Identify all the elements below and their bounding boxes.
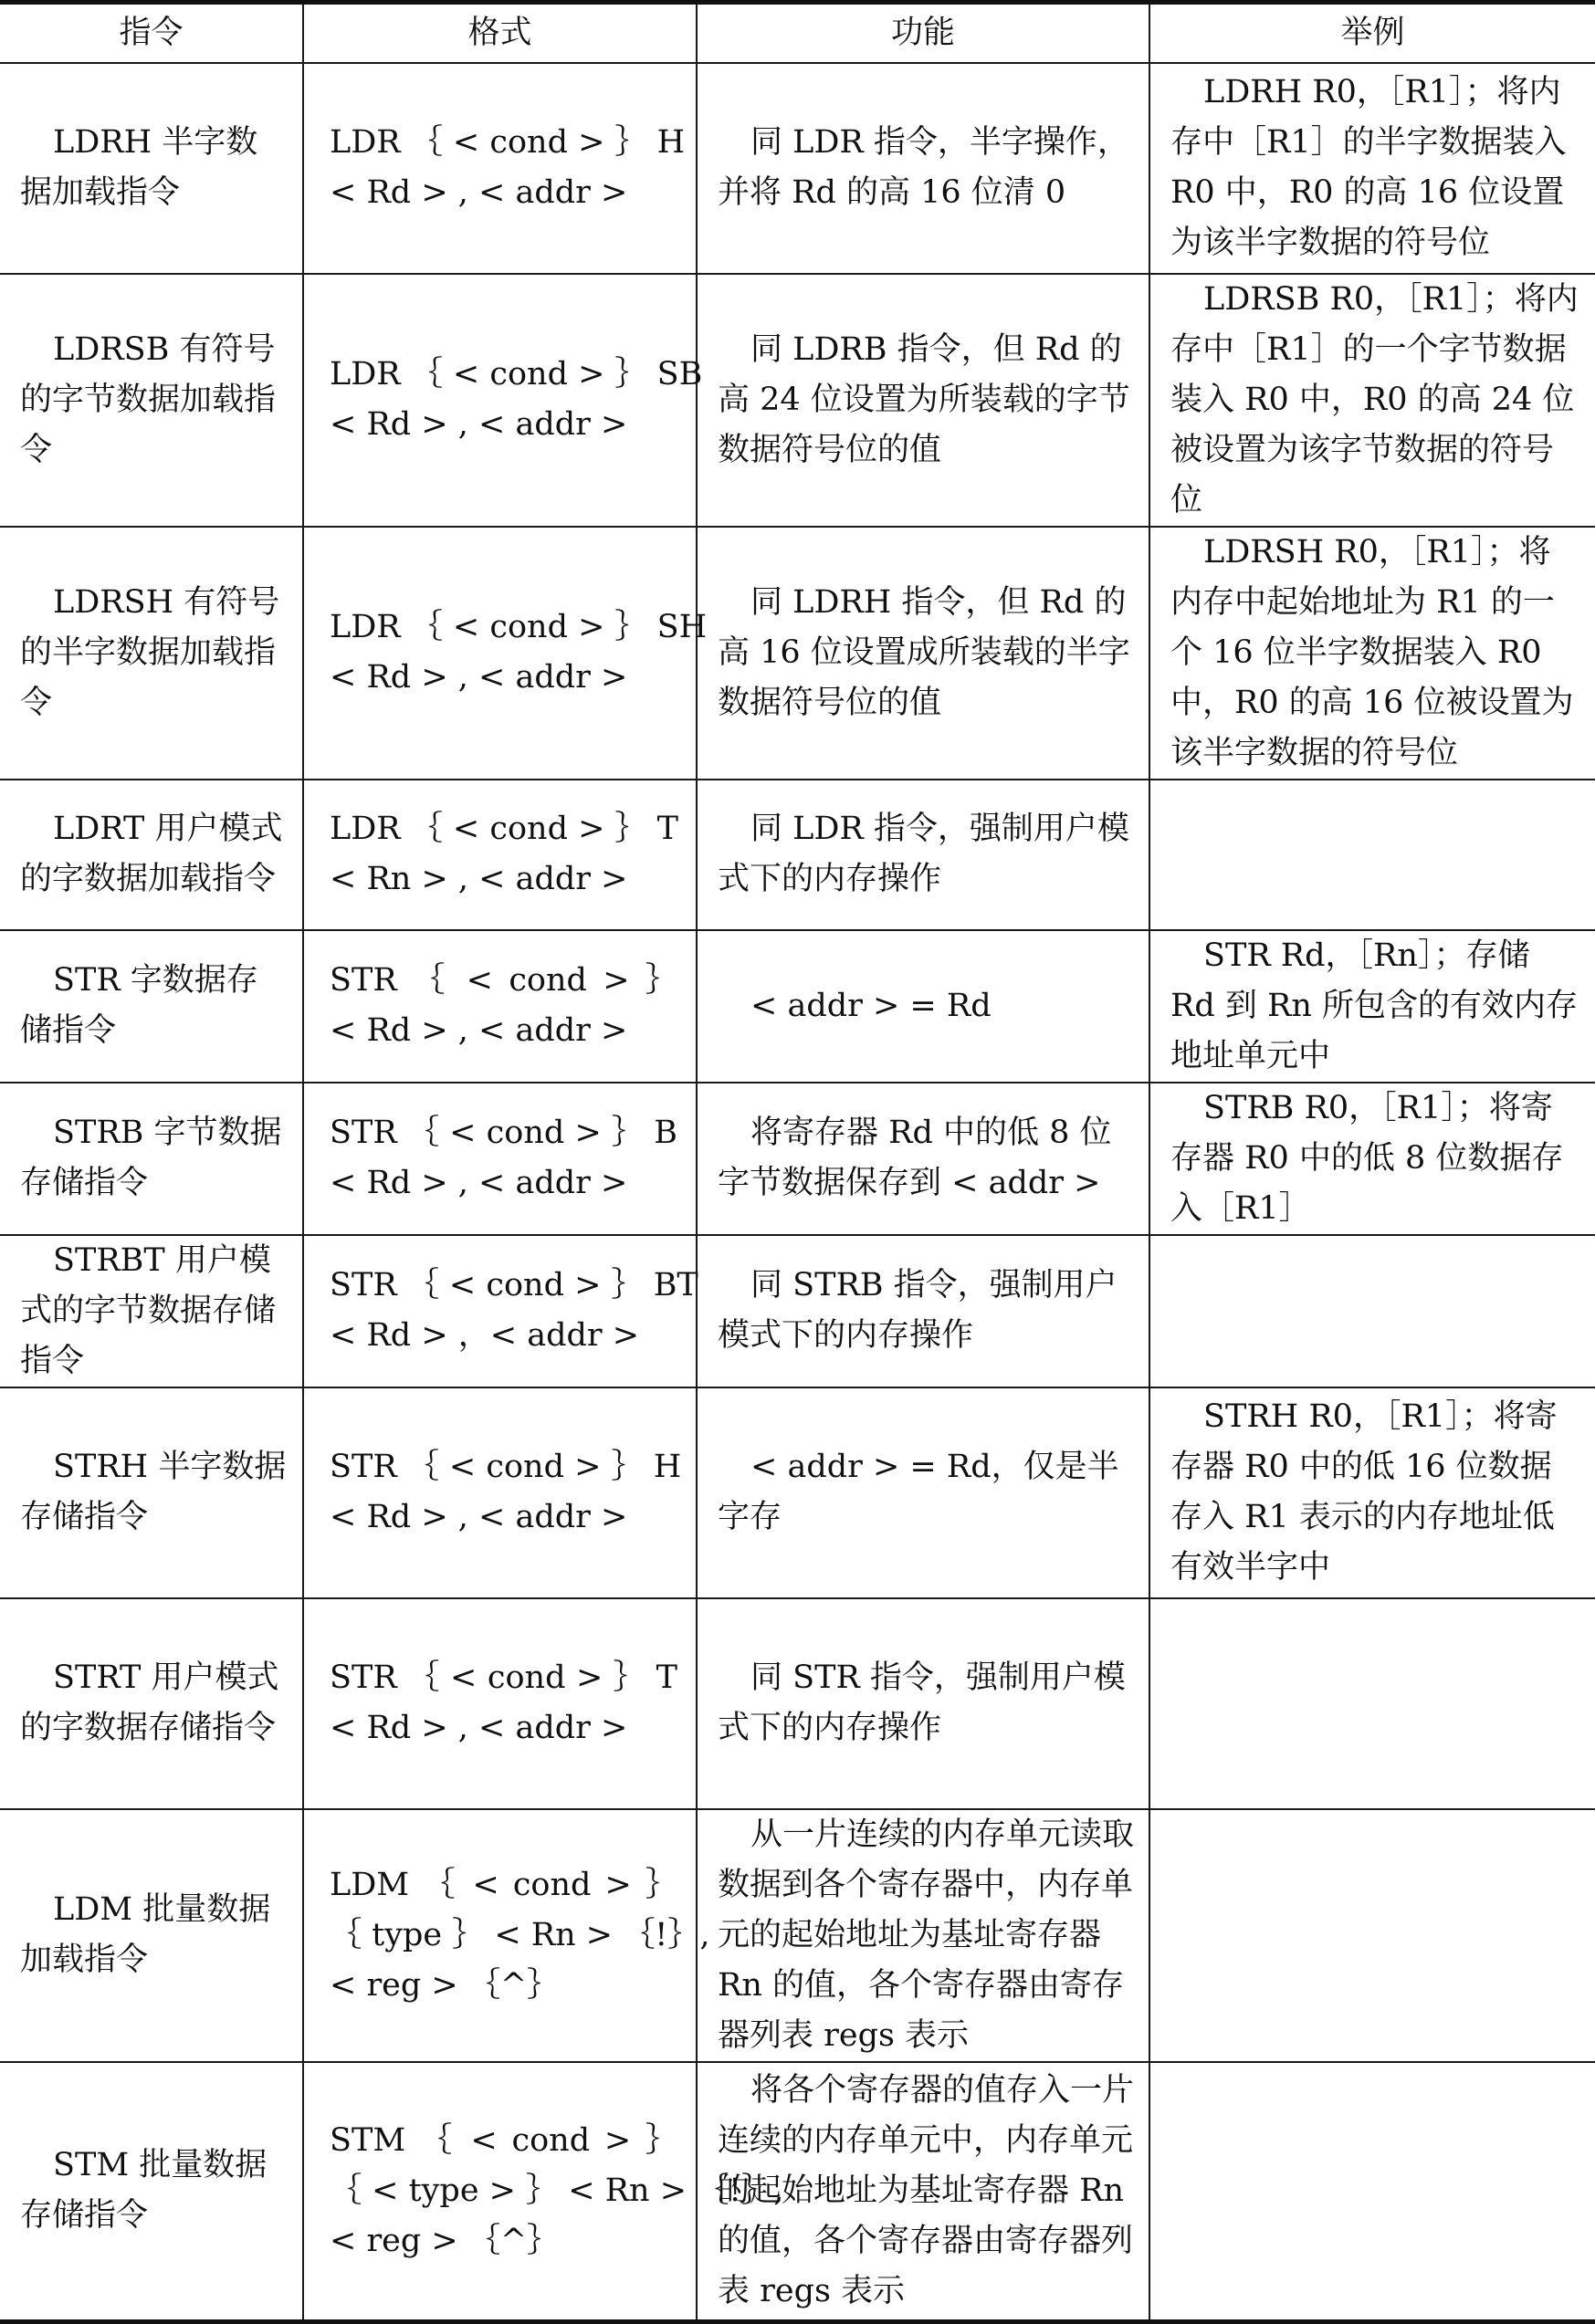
format-line: STM ｛ < cond > ｝ (330, 2121, 677, 2159)
format-line: STR ｛ < cond > ｝ BT (330, 1267, 698, 1303)
example-cell (1149, 930, 1595, 1083)
table-row (0, 1387, 1595, 1598)
instruction-name: LDRH 半字数据加载指令 (20, 124, 258, 211)
instruction-name: STR 字数据存储指令 (20, 962, 258, 1049)
instruction-name-cell (0, 1387, 303, 1598)
function-cell (697, 930, 1149, 1083)
format-line: < Rn > , < addr > (330, 861, 628, 897)
table-row (0, 780, 1595, 930)
header-function: 功能 (697, 3, 1149, 63)
function-cell (697, 2062, 1149, 2322)
instruction-name-cell (0, 1598, 303, 1809)
function-cell (697, 1387, 1149, 1598)
format-line: < Rd > ，< addr > (330, 1317, 640, 1354)
function-cell (697, 1809, 1149, 2062)
instruction-name-cell (0, 1235, 303, 1387)
instruction-name: LDM 批量数据加载指令 (20, 1891, 271, 1978)
example-text: STRB R0，［R1］；将寄存器 R0 中的低 8 位数据存入［R1］ (1170, 1089, 1564, 1227)
function-cell (697, 63, 1149, 274)
instruction-name: LDRT 用户模式的字数据加载指令 (20, 811, 283, 897)
format-cell (303, 780, 697, 930)
format-line: ｛ < type > ｝ < Rn > ｛!｝, (330, 2172, 784, 2209)
function-text: 同 LDRH 指令，但 Rd 的高 16 位设置成所装载的半字数据符号位的值 (718, 583, 1130, 721)
function-text: 同 STR 指令，强制用户模式下的内存操作 (718, 1659, 1126, 1746)
example-cell (1149, 1598, 1595, 1809)
format-line: LDM ｛ < cond > ｝ (330, 1866, 677, 1903)
format-line: < Rd > , < addr > (330, 659, 628, 696)
example-cell (1149, 63, 1595, 274)
function-text: 将寄存器 Rd 中的低 8 位字节数据保存到 < addr > (718, 1115, 1112, 1201)
format-line: LDR ｛ < cond > ｝ H (330, 124, 686, 161)
instruction-name: STRB 字节数据存储指令 (20, 1115, 282, 1201)
format-line: STR ｛ < cond > ｝ T (330, 1659, 677, 1696)
format-cell (303, 930, 697, 1083)
example-cell (1149, 1235, 1595, 1387)
function-text: 从一片连续的内存单元读取数据到各个寄存器中，内存单元的起始地址为基址寄存器 Rn 的值，各个寄存器由寄存器列表 regs 表示 (718, 1816, 1135, 2054)
format-line: LDR ｛ < cond > ｝ SH (330, 609, 708, 645)
table-row (0, 930, 1595, 1083)
example-text: STR Rd，［Rn］；存储 Rd 到 Rn 所包含的有效内存地址单元中 (1170, 937, 1579, 1074)
instruction-name-cell (0, 527, 303, 780)
format-cell (303, 1809, 710, 2062)
example-cell (1149, 274, 1595, 527)
table-row (0, 527, 1595, 780)
format-line: LDR ｛ < cond > ｝ SB (330, 356, 703, 393)
table-row (0, 1809, 1595, 2062)
format-line: < Rd > , < addr > (330, 174, 628, 211)
format-line: < Rd > , < addr > (330, 1012, 628, 1049)
function-cell (697, 780, 1149, 930)
instruction-name-cell (0, 274, 303, 527)
header-format: 格式 (303, 3, 697, 63)
function-text: < addr > = Rd (750, 987, 992, 1024)
function-cell (697, 1598, 1149, 1809)
instruction-name-cell (0, 63, 303, 274)
instruction-name-cell (0, 1809, 303, 2062)
format-line: < Rd > , < addr > (330, 1499, 628, 1535)
example-cell (1149, 527, 1595, 780)
example-cell (1149, 1809, 1595, 2062)
format-cell (303, 2062, 784, 2322)
function-cell (697, 1083, 1149, 1235)
format-line: < Rd > , < addr > (330, 1710, 628, 1746)
format-line: < Rd > , < addr > (330, 406, 628, 443)
function-text: 同 STRB 指令，强制用户模式下的内存操作 (718, 1267, 1118, 1354)
function-cell (697, 527, 1149, 780)
table-row (0, 1235, 1595, 1387)
instruction-name-cell (0, 1083, 303, 1235)
format-cell (303, 1598, 697, 1809)
header-example: 举例 (1149, 3, 1595, 63)
example-cell (1149, 780, 1595, 930)
example-cell (1149, 2062, 1595, 2322)
format-line: < Rd > , < addr > (330, 1165, 628, 1201)
format-cell (303, 527, 708, 780)
table-row (0, 274, 1595, 527)
function-cell (697, 274, 1149, 527)
format-cell (303, 1387, 697, 1598)
format-cell (303, 1083, 697, 1235)
function-text: 同 LDRB 指令，但 Rd 的高 24 位设置为所装载的字节数据符号位的值 (718, 330, 1130, 468)
format-line: STR ｛ < cond > ｝ H (330, 1449, 682, 1485)
format-line: ｛ type ｝ < Rn > ｛!｝, (330, 1916, 710, 1953)
example-cell (1149, 1083, 1595, 1235)
instruction-name: LDRSB 有符号的字节数据加载指令 (20, 330, 277, 468)
example-text: LDRSB R0，［R1］；将内存中［R1］的一个字节数据装入 R0 中，R0 的高 24 位被设置为该字节数据的符号位 (1170, 280, 1579, 518)
example-text: LDRH R0，［R1］；将内存中［R1］的半字数据装入 R0 中，R0 的高 16 位设置为该半字数据的符号位 (1170, 74, 1567, 261)
table-row (0, 1083, 1595, 1235)
instruction-name: STRBT 用户模式的字节数据存储指令 (20, 1241, 277, 1379)
instruction-name: STRH 半字数据存储指令 (20, 1449, 287, 1535)
format-cell (303, 1235, 697, 1387)
function-text: 同 LDR 指令，半字操作，并将 Rd 的高 16 位清 0 (718, 124, 1129, 211)
function-text: < addr > = Rd，仅是半字存 (718, 1449, 1119, 1535)
format-line: STR ｛ < cond > ｝ (330, 962, 677, 999)
instruction-name: LDRSH 有符号的半字数据加载指令 (20, 583, 280, 721)
table-row (0, 63, 1595, 274)
format-line: < reg > ｛^｝ (330, 2222, 560, 2259)
instruction-name: STM 批量数据存储指令 (20, 2147, 268, 2235)
instruction-name-cell (0, 930, 303, 1083)
format-line: < reg > ｛^｝ (330, 1966, 560, 2004)
instruction-name-cell (0, 2062, 303, 2322)
instruction-name: STRT 用户模式的字数据存储指令 (20, 1659, 279, 1746)
instruction-name-cell (0, 780, 303, 930)
example-text: LDRSH R0，［R1］；将内存中起始地址为 R1 的一个 16 位半字数据装入 R0 中，R0 的高 16 位被设置为该半字数据的符号位 (1170, 533, 1574, 771)
table-row (0, 1598, 1595, 1809)
function-text: 同 LDR 指令，强制用户模式下的内存操作 (718, 811, 1129, 897)
header-row (0, 3, 1595, 63)
function-cell (697, 1235, 1149, 1387)
function-text: 将各个寄存器的值存入一片连续的内存单元中，内存单元的起始地址为基址寄存器 Rn 的值，各个寄存器由寄存器列表 regs 表示 (718, 2071, 1135, 2309)
format-cell (303, 274, 703, 527)
example-text: STRH R0，［R1］；将寄存器 R0 中的低 16 位数据存入 R1 表示的内存地址低有效半字中 (1170, 1398, 1558, 1586)
format-cell (303, 63, 697, 274)
header-instruction: 指令 (0, 3, 303, 63)
example-cell (1149, 1387, 1595, 1598)
format-line: STR ｛ < cond > ｝ B (330, 1115, 677, 1151)
table-row (0, 2062, 1595, 2322)
format-line: LDR ｛ < cond > ｝ T (330, 811, 679, 847)
